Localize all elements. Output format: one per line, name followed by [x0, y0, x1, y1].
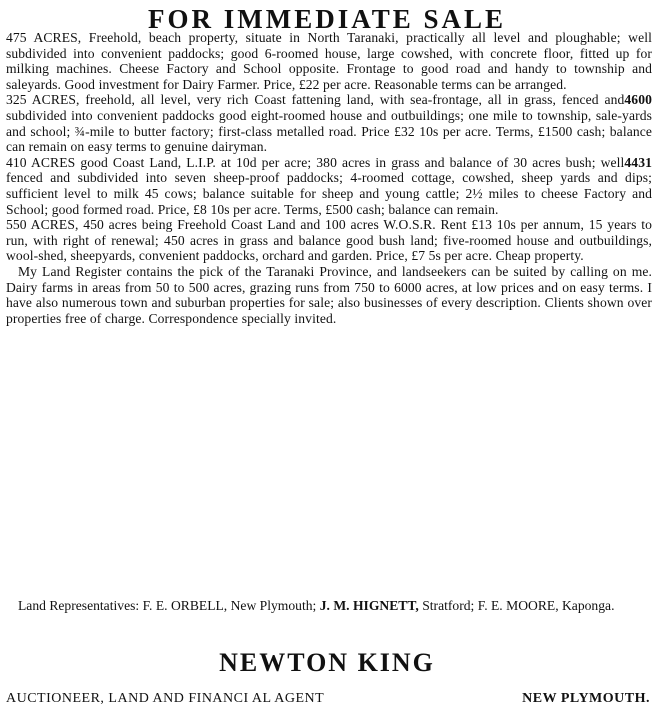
listing-lead: 475 ACRES,: [6, 30, 82, 45]
listing-description: freehold, all level, very rich Coast fattening land, with sea-frontage, all in grass, fenced and subdivided into convenient paddocks good eight-roomed house and outbuildings; one mile to township, sale-yards and school; ¾-mile to butter factory; first-class metalled road. Price £32 10s per acre. Terms, £1500 cash; balance can remain on easy terms to genuine dairyman.: [6, 92, 652, 155]
listing-lead: 410 ACRES: [6, 154, 76, 170]
listing-lead: 550 ACRES,: [6, 217, 79, 233]
listing-325-acres: [6, 92, 652, 154]
representative-hignett: J. M. HIGNETT,: [319, 598, 419, 613]
listing-475-acres: [6, 30, 652, 92]
listing-code: 4431: [624, 154, 652, 170]
firm-footer: [6, 690, 650, 708]
ad-headline: FOR IMMEDIATE SALE: [147, 4, 507, 34]
firm-profession: AUCTIONEER, LAND AND FINANCI AL AGENT: [6, 691, 325, 706]
representative-moore: F. E. MOORE, Kaponga.: [477, 598, 615, 613]
listing-lead: 325 ACRES,: [6, 92, 80, 108]
firm-name: NEWTON KING: [219, 648, 435, 677]
listing-410-acres: [6, 155, 652, 217]
firm-location: NEW PLYMOUTH.: [522, 691, 650, 706]
listing-code: 4600: [624, 92, 652, 108]
land-register-paragraph: My Land Register contains the pick of the Taranaki Province, and landseekers can be suited by calling on me. Dairy farms in areas from 50 to 500 acres, grazing runs from 750 to 6000 acres, at low prices and on easy terms. I have also numerous town and suburban properties for sale; also businesses of every description. Clients shown over properties free of charge. Correspondence specially invited.: [6, 263, 652, 326]
listing-description: good Coast Land, L.I.P. at 10d per acre; 380 acres in grass and balance of 30 acres bush; well fenced and subdivided into seven sheep-proof paddocks; 4-roomed cottage, cowshed, sheep yards and dips; sufficient level to milk 45 cows; balance suitable for sheep and young cattle; 2½ miles to cheese Factory and School; good formed road. Price, £8 10s per acre. Terms, £500 cash; balance can remain.: [6, 154, 652, 217]
listing-550-acres: [6, 217, 652, 264]
representative-hignett-place: Stratford;: [422, 598, 475, 613]
land-representatives: [6, 598, 646, 614]
representatives-intro: Land Representatives:: [18, 598, 140, 613]
representative-orbell: F. E. ORBELL, New Plymouth;: [142, 598, 317, 613]
ad-body: [6, 30, 652, 326]
listing-description: 450 acres being Freehold Coast Land and 100 acres W.O.S.R. Rent £13 10s per annum, 15 years to run, with right of renewal; 450 acres in grass and balance good bush land; five-roomed house and outbuildings, wool-shed, sheepyards, convenient paddocks, orchard and garden. Price, £7 5s per acre. Cheap property.: [6, 217, 652, 264]
listing-description: Freehold, beach property, situate in North Taranaki, practically all level and ploughable; well subdivided into convenient paddocks; good 6-roomed house, large cowshed, with concrete floor, fitted up for milking machines. Cheese Factory and School opposite. Frontage to good road and handy to township and saleyards. Good investment for Dairy Farmer. Price, £22 per acre. Reasonable terms can be arranged.: [6, 30, 652, 92]
